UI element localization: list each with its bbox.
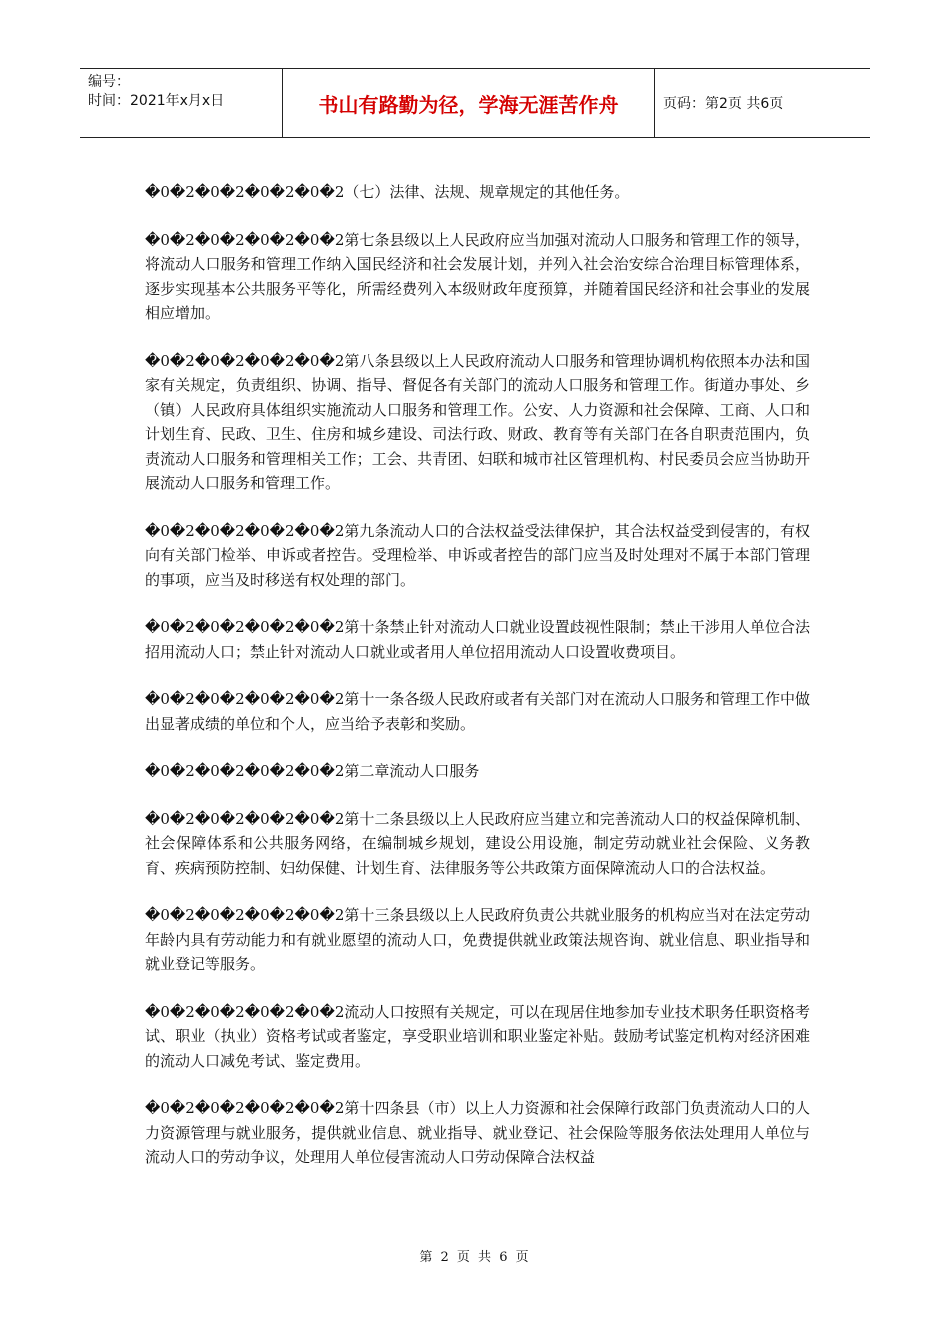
paragraph: �0�2�0�2�0�2�0�2第八条县级以上人民政府流动人口服务和管理协调机构依照本办法和国家有关规定，负责组织、协调、指导、督促各有关部门的流动人口服务和管理工作。街道办事处、乡（镇）人民政府具体组织实施流动人口服务和管理工作。公安、人力资源和社会保障、工商、人口和计划生育、民政、卫生、住房和城乡建设、司法行政、财政、教育等有关部门在各自职责范围内，负责流动人口服务和管理相关工作；工会、共青团、妇联和城市社区管理机构、村民委员会应当协助开展流动人口服务和管理工作。 bbox=[145, 351, 810, 492]
paragraph: �0�2�0�2�0�2�0�2第十一条各级人民政府或者有关部门对在流动人口服务和管理工作中做出显著成绩的单位和个人，应当给予表彰和奖励。 bbox=[145, 690, 810, 733]
paragraph: �0�2�0�2�0�2�0�2第七条县级以上人民政府应当加强对流动人口服务和管理工作的领导，将流动人口服务和管理工作纳入国民经济和社会发展计划，并列入社会治安综合治理目标管理体系，逐步实现基本公共服务平等化，所需经费列入本级财政年度预算，并随着国民经济和社会事业的发展相应增加。 bbox=[145, 230, 810, 322]
page-footer: 第 2 页 共 6 页 bbox=[419, 1250, 531, 1265]
date-label: 时间：2021年x月x日 bbox=[88, 93, 225, 109]
header-meta bbox=[80, 69, 283, 137]
page-header bbox=[80, 68, 870, 138]
paragraph: �0�2�0�2�0�2�0�2（七）法律、法规、规章规定的其他任务。 bbox=[145, 183, 630, 201]
paragraph: �0�2�0�2�0�2�0�2第十四条县（市）以上人力资源和社会保障行政部门负责流动人口的人力资源管理与就业服务，提供就业信息、就业指导、就业登记、社会保险等服务依法处理用人单位与流动人口的劳动争议，处理用人单位侵害流动人口劳动保障合法权益 bbox=[145, 1099, 810, 1166]
paragraph: �0�2�0�2�0�2�0�2第十二条县级以上人民政府应当建立和完善流动人口的权益保障机制、社会保障体系和公共服务网络，在编制城乡规划，建设公用设施，制定劳动就业社会保险、义务教育、疾病预防控制、妇幼保健、计划生育、法律服务等公共政策方面保障流动人口的合法权益。 bbox=[145, 809, 810, 877]
paragraph: �0�2�0�2�0�2�0�2流动人口按照有关规定，可以在现居住地参加专业技术职务任职资格考试、职业（执业）资格考试或者鉴定，享受职业培训和职业鉴定补贴。鼓励考试鉴定机构对经济困难的流动人口减免考试、鉴定费用。 bbox=[145, 1002, 810, 1070]
paragraph: �0�2�0�2�0�2�0�2第九条流动人口的合法权益受法律保护，其合法权益受到侵害的，有权向有关部门检举、申诉或者控告。受理检举、申诉或者控告的部门应当及时处理对不属于本部门管理的事项，应当及时移送有权处理的部门。 bbox=[145, 521, 810, 589]
paragraph: �0�2�0�2�0�2�0�2第十条禁止针对流动人口就业设置歧视性限制；禁止干涉用人单位合法招用流动人口；禁止针对流动人口就业或者用人单位招用流动人口设置收费项目。 bbox=[145, 618, 810, 661]
document-body bbox=[145, 180, 810, 1193]
paragraph: �0�2�0�2�0�2�0�2第十三条县级以上人民政府负责公共就业服务的机构应当对在法定劳动年龄内具有劳动能力和有就业愿望的流动人口，免费提供就业政策法规咨询、就业信息、职业指导和就业登记等服务。 bbox=[145, 906, 810, 973]
doc-number-label: 编号： bbox=[88, 74, 130, 90]
header-motto: 书山有路勤为径，学海无涯苦作舟 bbox=[283, 69, 655, 137]
chapter-heading: �0�2�0�2�0�2�0�2第二章流动人口服务 bbox=[145, 762, 480, 780]
header-page-info: 页码：第2页 共6页 bbox=[663, 96, 784, 112]
